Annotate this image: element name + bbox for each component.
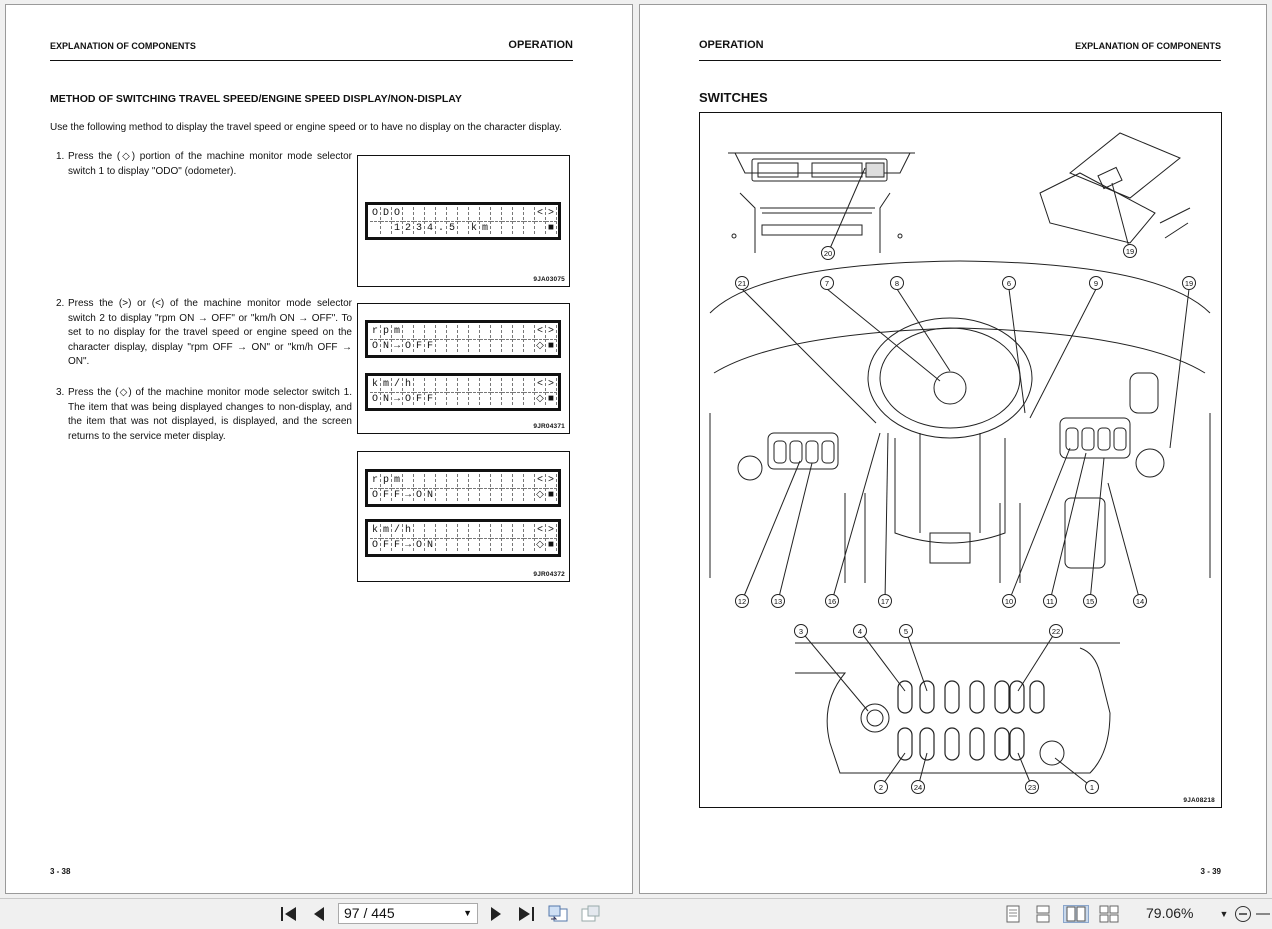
section-title: SWITCHES bbox=[699, 90, 768, 105]
step-text: Press the (>) or (<) of the machine monitor mode selector switch 2 to display "rpm ON → OFF" or "km/h ON → OFF". To set to no display for the travel speed or engine speed on the character display, display "rpm OFF → ON" or "km/h OFF → ON". bbox=[68, 298, 352, 368]
callout-20: 20 bbox=[823, 249, 833, 258]
figure-id: 9JA08218 bbox=[1183, 797, 1215, 804]
switches-figure bbox=[699, 112, 1222, 808]
continuous-page-icon bbox=[1035, 905, 1051, 923]
callout-16: 16 bbox=[827, 597, 837, 606]
next-page-button[interactable] bbox=[486, 905, 506, 923]
callout-14: 14 bbox=[1135, 597, 1145, 606]
figure-off-on-display bbox=[357, 451, 570, 582]
continuous-view-button[interactable] bbox=[1033, 905, 1053, 923]
previous-page-icon bbox=[312, 906, 326, 922]
next-view-icon bbox=[580, 905, 602, 923]
character-display: k m / h < > O F F → O N ◇ ■ bbox=[365, 519, 561, 557]
callout-3: 3 bbox=[798, 627, 804, 636]
first-page-icon bbox=[280, 906, 298, 922]
viewer-toolbar bbox=[0, 898, 1272, 929]
page-indicator: 97 / 445 bbox=[344, 905, 395, 921]
last-page-button[interactable] bbox=[515, 905, 537, 923]
previous-view-icon bbox=[547, 905, 569, 923]
step-number: 2. bbox=[56, 298, 65, 309]
next-view-button[interactable] bbox=[579, 905, 603, 923]
chevron-down-icon[interactable]: ▼ bbox=[463, 908, 472, 918]
two-page-continuous-icon bbox=[1099, 905, 1119, 923]
zoom-slider[interactable] bbox=[1256, 905, 1270, 923]
character-display: r p m < > O N → O F F ◇ ■ bbox=[365, 320, 561, 358]
callout-21: 21 bbox=[737, 279, 747, 288]
callout-7: 7 bbox=[824, 279, 830, 288]
zoom-out-icon bbox=[1234, 905, 1252, 923]
zoom-out-button[interactable] bbox=[1233, 905, 1253, 923]
two-page-icon bbox=[1066, 906, 1086, 922]
step-number: 3. bbox=[56, 387, 65, 398]
callout-19b: 19 bbox=[1184, 279, 1194, 288]
callout-22: 22 bbox=[1051, 627, 1061, 636]
step-2 bbox=[56, 297, 352, 370]
figure-on-off-display bbox=[357, 303, 570, 434]
step-3 bbox=[56, 386, 352, 444]
cab-switch-illustration bbox=[700, 113, 1221, 807]
page-number: 3 - 38 bbox=[50, 867, 71, 876]
callout-19: 19 bbox=[1125, 247, 1135, 256]
page-3-39 bbox=[640, 5, 1266, 893]
zoom-dropdown-chevron-down-icon[interactable]: ▼ bbox=[1219, 909, 1229, 919]
callout-4: 4 bbox=[857, 627, 863, 636]
header-rule bbox=[50, 60, 573, 61]
previous-page-button[interactable] bbox=[309, 905, 329, 923]
intro-paragraph: Use the following method to display the travel speed or engine speed or to have no display on the character display. bbox=[50, 122, 562, 133]
step-1 bbox=[56, 150, 352, 179]
figure-odometer-display bbox=[357, 155, 570, 287]
callouts bbox=[736, 245, 1196, 794]
callout-6: 6 bbox=[1006, 279, 1012, 288]
figure-id: 9JA03075 bbox=[533, 276, 565, 283]
step-text: Press the (◇) of the machine monitor mode selector switch 1. The item that was being displayed changes to non-display, and the item that was not displayed, is displayed, and the screen returns to the service meter display. bbox=[68, 387, 352, 442]
page-number: 3 - 39 bbox=[1200, 867, 1221, 876]
two-page-view-button[interactable] bbox=[1063, 905, 1089, 923]
section-title: METHOD OF SWITCHING TRAVEL SPEED/ENGINE SPEED DISPLAY/NON-DISPLAY bbox=[50, 93, 462, 105]
single-page-icon bbox=[1005, 905, 1021, 923]
display-line-1: O D O < > bbox=[370, 207, 557, 221]
callout-9: 9 bbox=[1093, 279, 1099, 288]
callout-10: 10 bbox=[1004, 597, 1014, 606]
step-number: 1. bbox=[56, 151, 65, 162]
callout-5: 5 bbox=[903, 627, 909, 636]
character-display: r p m < > O F F → O N ◇ ■ bbox=[365, 469, 561, 507]
page-3-38 bbox=[6, 5, 632, 893]
running-header-left: OPERATION bbox=[699, 39, 764, 51]
zoom-level[interactable]: 79.06% bbox=[1146, 905, 1194, 921]
callout-24: 24 bbox=[913, 783, 923, 792]
single-page-view-button[interactable] bbox=[1003, 905, 1023, 923]
step-text: Press the (◇) portion of the machine monitor mode selector switch 1 to display "ODO" (odometer). bbox=[68, 151, 352, 177]
figure-id: 9JR04372 bbox=[533, 571, 565, 578]
figure-id: 9JR04371 bbox=[533, 423, 565, 430]
zoom-slider-track bbox=[1256, 912, 1270, 916]
running-header-right: EXPLANATION OF COMPONENTS bbox=[1075, 41, 1221, 51]
first-page-button[interactable] bbox=[279, 905, 299, 923]
character-display: k m / h < > O N → O F F ◇ ■ bbox=[365, 373, 561, 411]
display-line-2: 1 2 3 4 . 5 k m ■ bbox=[370, 221, 557, 235]
character-display bbox=[365, 202, 561, 240]
callout-8: 8 bbox=[894, 279, 900, 288]
callout-11: 11 bbox=[1046, 597, 1054, 606]
callout-23: 23 bbox=[1027, 783, 1037, 792]
callout-15: 15 bbox=[1085, 597, 1095, 606]
callout-2: 2 bbox=[878, 783, 884, 792]
running-header-right: OPERATION bbox=[508, 39, 573, 51]
callout-12: 12 bbox=[737, 597, 747, 606]
callout-17: 17 bbox=[880, 597, 890, 606]
callout-1: 1 bbox=[1089, 783, 1095, 792]
previous-view-button[interactable] bbox=[546, 905, 570, 923]
callout-13: 13 bbox=[773, 597, 783, 606]
last-page-icon bbox=[517, 906, 535, 922]
two-page-continuous-button[interactable] bbox=[1098, 905, 1120, 923]
running-header-left: EXPLANATION OF COMPONENTS bbox=[50, 41, 196, 51]
header-rule bbox=[699, 60, 1221, 61]
next-page-icon bbox=[489, 906, 503, 922]
page-number-input[interactable] bbox=[338, 903, 478, 924]
